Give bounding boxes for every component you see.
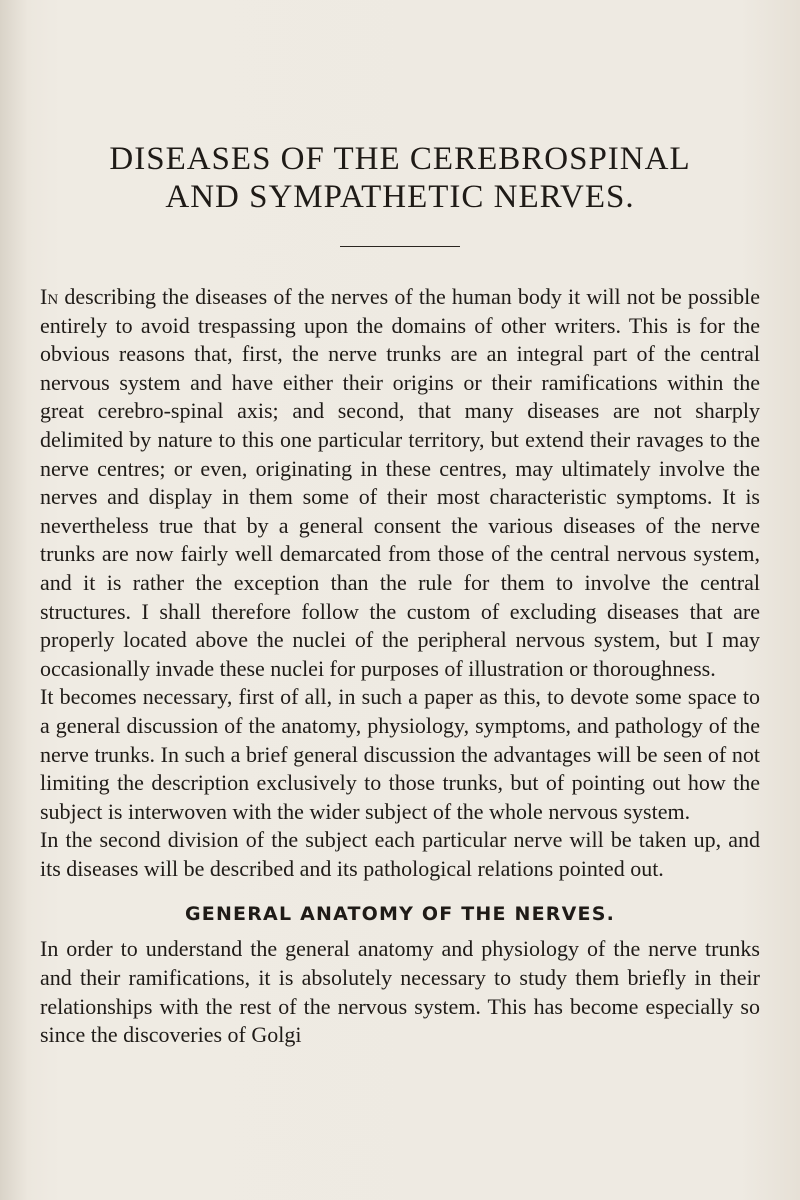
title-divider <box>340 246 460 247</box>
title-line-2: AND SYMPATHETIC NERVES. <box>165 179 635 215</box>
page-title <box>40 140 760 216</box>
section-heading: GENERAL ANATOMY OF THE NERVES. <box>184 903 616 926</box>
paragraph-2: It becomes necessary, first of all, in such a paper as this, to devote some space to a general discussion of the anatomy, physiology, symptoms, and pathology of the nerve trunks. In such a brief general discussion the advantages will be seen of not limiting the description exclusively to those trunks, but of pointing out how the subject is interwoven with the wider subject of the whole nervous system. <box>40 684 760 824</box>
title-line-1: DISEASES OF THE CEREBROSPINAL <box>109 141 691 177</box>
paragraph-4: In order to understand the general anatomy and physiology of the nerve trunks and their ramifications, it is absolutely necessary to study them briefly in their relationships with the rest of the nervous system. This has become especially so since the discoveries of Golgi <box>40 936 760 1048</box>
paragraph-3: In the second division of the subject each particular nerve will be taken up, and its diseases will be described and its pathological relations pointed out. <box>40 827 760 881</box>
intro-lead-word: In <box>40 284 59 309</box>
paragraph-1 <box>40 283 760 683</box>
paragraph-1-text: describing the diseases of the nerves of the human body it will not be possible entirely to avoid trespassing upon the domains of other writers. This is for the obvious reasons that, first, the nerve trunks are an integral part of the central nervous system and have either their origins or their ramifications within the great cerebro-spinal axis; and second, that many diseases are not sharply delimited by nature to this one particular territory, but extend their ravages to the nerve centres; or even, originating in these centres, may ultimately involve the nerves and display in them some of their most characteristic symptoms. It is nevertheless true that by a general consent the various diseases of the nerve trunks are now fairly well demarcated from those of the central nervous system, and it is rather the exception than the rule for them to involve the central structures. I shall therefore follow the custom of excluding diseases that are properly located above the nuclei of the peripheral nervous system, but I may occasionally invade these nuclei for purposes of illustration or thoroughness. <box>40 284 761 681</box>
document-body <box>40 283 760 883</box>
document-body-section <box>40 935 760 1049</box>
